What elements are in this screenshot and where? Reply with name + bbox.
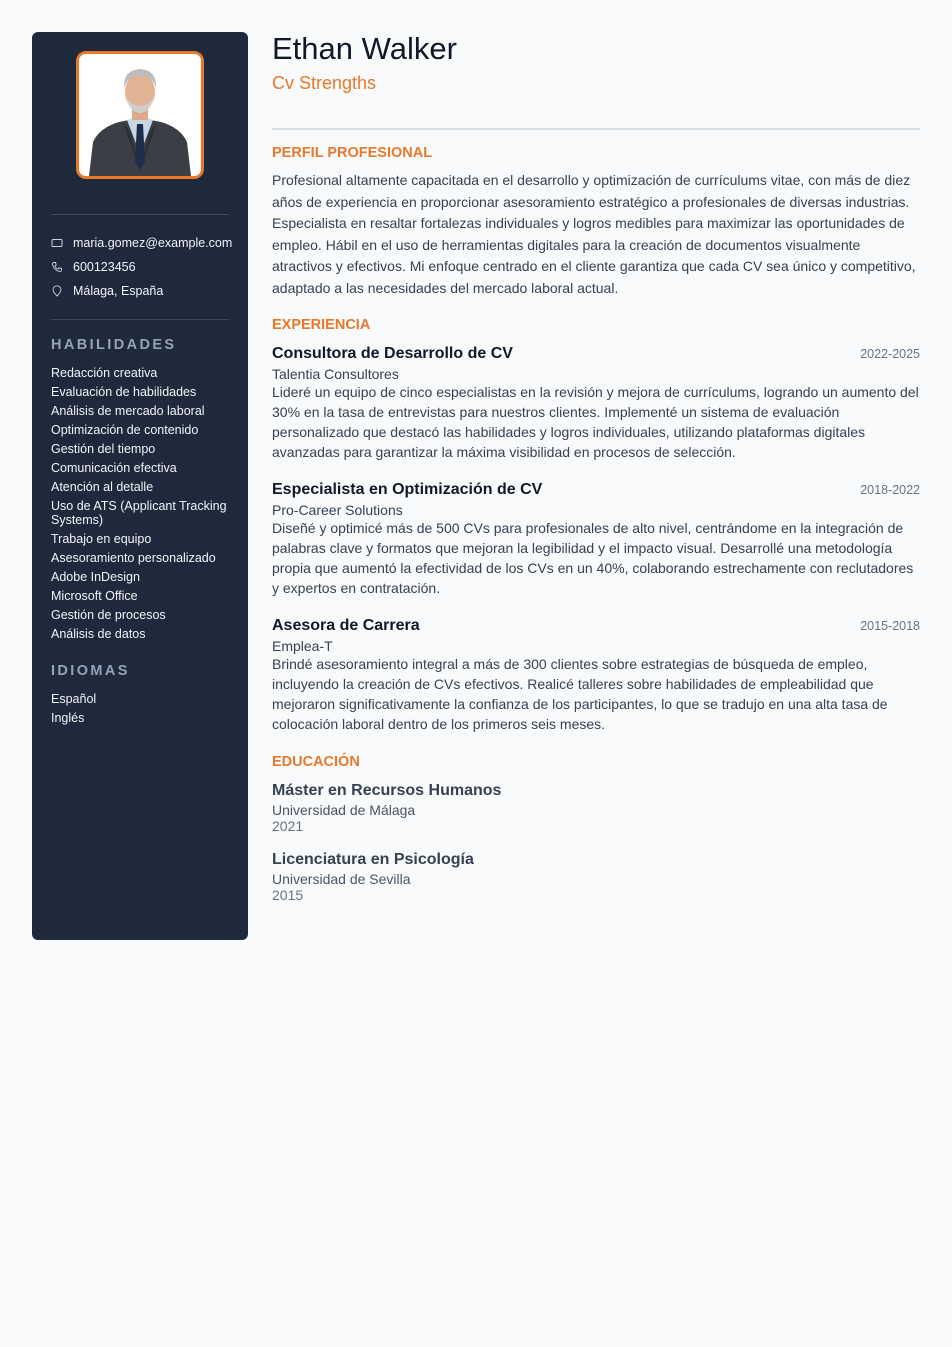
job-description: Lideré un equipo de cinco especialistas en la revisión y mejora de currículums, logrando un aumento del 30% en la tasa de entrevistas para nuestros clientes. Implementé un sistema de evaluación personalizado que destacó las habilidades y logros individuales, utilizando plataformas digitales avanzadas para garantizar la máxima visibilidad en procesos de selección. xyxy=(272,383,919,460)
job-entry xyxy=(272,617,920,734)
job-dates: 2018-2022 xyxy=(860,482,920,497)
skill-item: Microsoft Office xyxy=(51,589,138,603)
skill-item: Asesoramiento personalizado xyxy=(51,551,216,565)
education-degree: Máster en Recursos Humanos xyxy=(272,781,502,799)
job-dates: 2022-2025 xyxy=(860,346,920,361)
job-title: Consultora de Desarrollo de CV xyxy=(272,344,513,362)
skills-list xyxy=(51,366,236,646)
sidebar-divider xyxy=(51,214,229,215)
candidate-subtitle: Cv Strengths xyxy=(272,73,377,93)
candidate-name: Ethan Walker xyxy=(272,31,457,66)
skill-item: Análisis de datos xyxy=(51,627,146,641)
job-company: Talentia Consultores xyxy=(272,365,399,382)
email-text: maria.gomez@example.com xyxy=(73,236,233,250)
skill-item: Adobe InDesign xyxy=(51,570,140,584)
main-content xyxy=(272,32,920,903)
profile-heading: PERFIL PROFESIONAL xyxy=(272,145,433,161)
education-school: Universidad de Sevilla xyxy=(272,870,411,887)
phone-icon xyxy=(51,261,63,273)
skill-item: Gestión de procesos xyxy=(51,608,166,622)
job-title: Asesora de Carrera xyxy=(272,616,420,634)
contact-info xyxy=(51,231,241,303)
contact-location xyxy=(51,279,241,303)
job-description: Brindé asesoramiento integral a más de 300 clientes sobre estrategias de búsqueda de empleo, incluyendo la creación de CVs efectivos. Realicé talleres sobre habilidades de empleabilidad que mejoraron significativamente la confianza de los participantes, lo que se tradujo en una alta tasa de colocación laboral dentro de los primeros seis meses. xyxy=(272,655,888,732)
skill-item: Optimización de contenido xyxy=(51,423,199,437)
education-entry xyxy=(272,782,920,834)
job-entry xyxy=(272,481,920,598)
education-degree: Licenciatura en Psicología xyxy=(272,850,474,868)
language-item: Español xyxy=(51,692,97,706)
skill-item: Comunicación efectiva xyxy=(51,461,177,475)
skill-item: Atención al detalle xyxy=(51,480,154,494)
education-heading: EDUCACIÓN xyxy=(272,753,360,770)
education-section xyxy=(272,754,920,903)
education-entry xyxy=(272,851,920,903)
sidebar-divider xyxy=(51,319,229,320)
portrait-image xyxy=(79,54,201,176)
contact-email[interactable] xyxy=(51,231,241,255)
email-icon xyxy=(51,237,63,249)
skill-item: Redacción creativa xyxy=(51,366,158,380)
job-company: Pro-Career Solutions xyxy=(272,501,403,518)
education-school: Universidad de Málaga xyxy=(272,801,416,818)
profile-photo xyxy=(76,51,204,179)
experience-heading: EXPERIENCIA xyxy=(272,316,371,333)
job-entry xyxy=(272,345,920,462)
job-dates: 2015-2018 xyxy=(860,618,920,633)
education-year: 2021 xyxy=(272,817,304,834)
skills-heading: HABILIDADES xyxy=(51,337,177,353)
contact-phone[interactable] xyxy=(51,255,241,279)
job-title: Especialista en Optimización de CV xyxy=(272,480,543,498)
skill-item: Análisis de mercado laboral xyxy=(51,404,205,418)
location-text: Málaga, España xyxy=(73,284,164,298)
skill-item: Gestión del tiempo xyxy=(51,442,156,456)
languages-heading: IDIOMAS xyxy=(51,663,130,679)
phone-text: 600123456 xyxy=(73,260,136,274)
languages-list xyxy=(51,692,236,730)
profile-text: Profesional altamente capacitada en el desarrollo y optimización de currículums vitae, con más de diez años de experiencia en proporcionar asesoramiento estratégico a profesionales de diversas industrias. Especialista en resaltar fortalezas individuales y logros medibles para maximizar las oportunidades de empleo. Hábil en el uso de herramientas digitales para la creación de documentos visualmente atractivos y efectivos. Mi enfoque centrado en el cliente garantiza que cada CV sea único y competitivo, adaptado a las necesidades del mercado laboral actual. xyxy=(272,172,916,296)
job-company: Emplea-T xyxy=(272,637,333,654)
sidebar xyxy=(32,32,248,940)
header-divider xyxy=(272,128,920,130)
skill-item: Evaluación de habilidades xyxy=(51,385,197,399)
skill-item: Uso de ATS (Applicant Tracking Systems) xyxy=(51,499,227,527)
skill-item: Trabajo en equipo xyxy=(51,532,152,546)
experience-section xyxy=(272,317,920,734)
language-item: Inglés xyxy=(51,711,85,725)
location-pin-icon xyxy=(51,285,63,297)
job-description: Diseñé y optimicé más de 500 CVs para profesionales de alto nivel, centrándome en la integración de palabras clave y formatos que mejoran la legibilidad y el impacto visual. Desarrollé una metodología propia que aumentó la efectividad de los CVs en un 40%, colaborando estrechamente con reclutadores y expertos en contratación. xyxy=(272,519,914,596)
education-year: 2015 xyxy=(272,886,304,903)
profile-section xyxy=(272,145,920,300)
